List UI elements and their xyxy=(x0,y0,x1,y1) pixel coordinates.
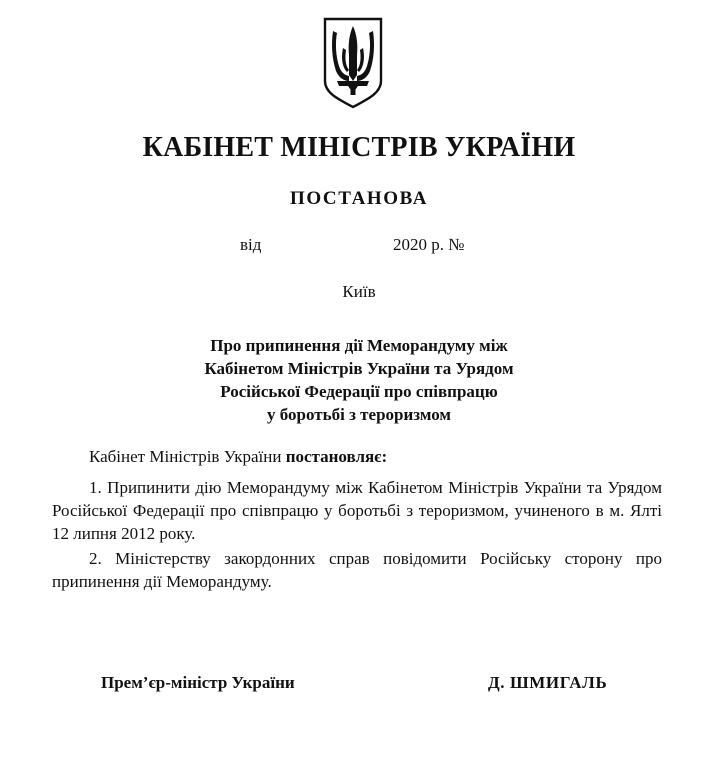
title-line: Російської Федерації про співпрацю xyxy=(220,382,498,401)
date-line xyxy=(0,235,718,259)
resolution-item-1: 1. Припинити дію Меморандуму між Кабінетом Міністрів України та Урядом Російської Федерації про співпрацю у боротьбі з тероризмом, учиненого в м. Ялті 12 липня 2012 року. xyxy=(52,478,662,543)
title-line: Кабінетом Міністрів України та Урядом xyxy=(204,359,514,378)
signatory-name: Д. ШМИГАЛЬ xyxy=(488,673,608,692)
intro-resolves: постановляє: xyxy=(285,447,388,466)
signatory-position: Прем’єр-міністр України xyxy=(101,673,295,692)
title-line: у боротьбі з тероризмом xyxy=(267,405,451,424)
document-type: ПОСТАНОВА xyxy=(289,188,429,209)
organization-name: КАБІНЕТ МІНІСТРІВ УКРАЇНИ xyxy=(142,132,576,163)
resolution-intro xyxy=(52,445,662,468)
signature-block xyxy=(0,673,718,699)
date-prefix: від xyxy=(240,235,262,254)
document-title xyxy=(0,334,718,426)
ukraine-coat-of-arms-icon xyxy=(320,15,386,110)
resolution-item-2: 2. Міністерству закордонних справ повідомити Російську сторону про припинення дії Меморандуму. xyxy=(52,549,662,591)
title-line: Про припинення дії Меморандуму між xyxy=(210,336,508,355)
intro-text: Кабінет Міністрів України xyxy=(89,447,286,466)
date-year-number: 2020 р. № xyxy=(393,235,465,254)
city: Київ xyxy=(342,282,376,301)
